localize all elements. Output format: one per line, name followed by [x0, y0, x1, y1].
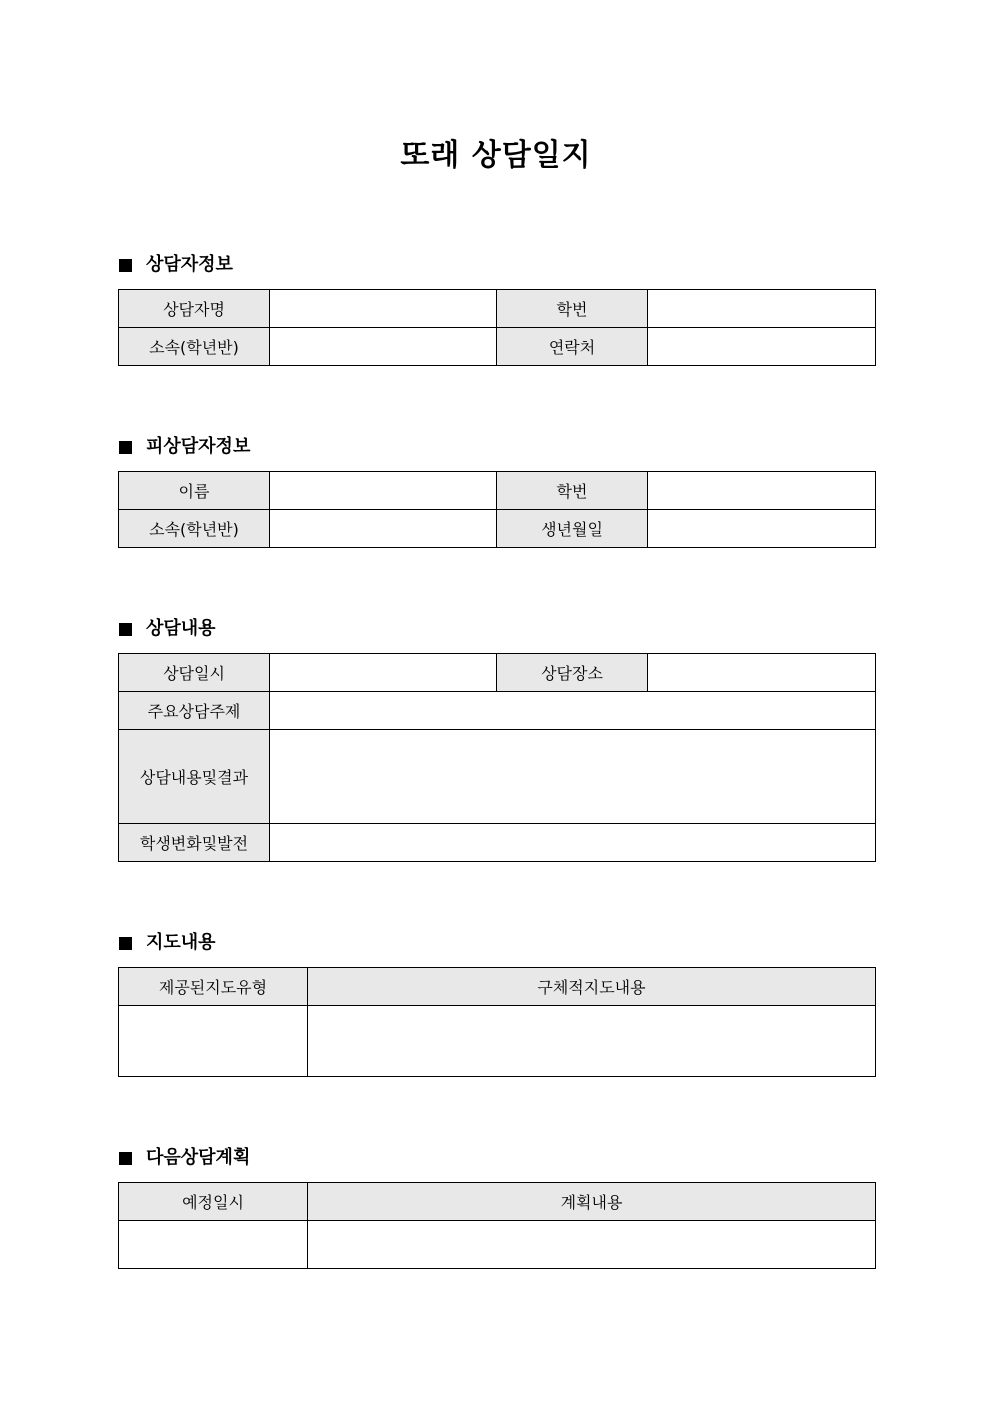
table-row	[119, 730, 876, 824]
counselee-name-field[interactable]	[270, 472, 497, 510]
counselor-contact-field[interactable]	[648, 328, 876, 366]
student-change-field[interactable]	[270, 824, 876, 862]
label-type-provided: 제공된지도유형	[119, 968, 308, 1006]
type-provided-field[interactable]	[119, 1006, 308, 1077]
square-bullet-icon	[119, 1152, 132, 1165]
label-details-results: 상담내용및결과	[119, 730, 270, 824]
table-row	[119, 692, 876, 730]
section-heading-counselee	[119, 435, 250, 459]
section-title: 피상담자정보	[146, 436, 251, 457]
counselee-student-no-field[interactable]	[648, 472, 876, 510]
label-counselor-student-no: 학번	[497, 290, 648, 328]
counselor-affiliation-field[interactable]	[270, 328, 497, 366]
label-student-change: 학생변화및발전	[119, 824, 270, 862]
counselee-affiliation-field[interactable]	[270, 510, 497, 548]
counselee-info-table	[118, 471, 876, 548]
counseling-place-field[interactable]	[648, 654, 876, 692]
table-row	[119, 290, 876, 328]
counselor-info-table	[118, 289, 876, 366]
section-title: 지도내용	[146, 932, 216, 953]
label-counselee-birthdate: 생년월일	[497, 510, 648, 548]
counseling-datetime-field[interactable]	[270, 654, 497, 692]
table-row	[119, 824, 876, 862]
specific-content-field[interactable]	[308, 1006, 876, 1077]
label-counselee-affiliation: 소속(학년반)	[119, 510, 270, 548]
label-counselee-name: 이름	[119, 472, 270, 510]
next-plan-table	[118, 1182, 876, 1269]
label-counselee-student-no: 학번	[497, 472, 648, 510]
guidance-table	[118, 967, 876, 1077]
section-heading-content	[119, 617, 216, 641]
table-row	[119, 1183, 876, 1221]
scheduled-date-field[interactable]	[119, 1221, 308, 1269]
label-scheduled-date: 예정일시	[119, 1183, 308, 1221]
table-row	[119, 510, 876, 548]
label-main-topic: 주요상담주제	[119, 692, 270, 730]
document-title: 또래 상담일지	[400, 138, 592, 173]
main-topic-field[interactable]	[270, 692, 876, 730]
section-heading-next-plan	[119, 1146, 250, 1170]
square-bullet-icon	[119, 623, 132, 636]
label-counselor-contact: 연락처	[497, 328, 648, 366]
section-title: 상담자정보	[146, 254, 233, 275]
square-bullet-icon	[119, 441, 132, 454]
label-counseling-datetime: 상담일시	[119, 654, 270, 692]
label-counselor-name: 상담자명	[119, 290, 270, 328]
plan-content-field[interactable]	[308, 1221, 876, 1269]
label-plan-content: 계획내용	[308, 1183, 876, 1221]
table-row	[119, 1006, 876, 1077]
table-row	[119, 1221, 876, 1269]
table-row	[119, 472, 876, 510]
square-bullet-icon	[119, 259, 132, 272]
table-row	[119, 968, 876, 1006]
section-heading-counselor	[119, 253, 233, 277]
details-results-field[interactable]	[270, 730, 876, 824]
counseling-content-table	[118, 653, 876, 862]
table-row	[119, 654, 876, 692]
counselee-birthdate-field[interactable]	[648, 510, 876, 548]
counselor-name-field[interactable]	[270, 290, 497, 328]
section-title: 다음상담계획	[146, 1147, 251, 1168]
label-counselor-affiliation: 소속(학년반)	[119, 328, 270, 366]
square-bullet-icon	[119, 937, 132, 950]
counselor-student-no-field[interactable]	[648, 290, 876, 328]
label-counseling-place: 상담장소	[497, 654, 648, 692]
table-row	[119, 328, 876, 366]
label-specific-content: 구체적지도내용	[308, 968, 876, 1006]
section-title: 상담내용	[146, 618, 216, 639]
section-heading-guidance	[119, 931, 216, 955]
